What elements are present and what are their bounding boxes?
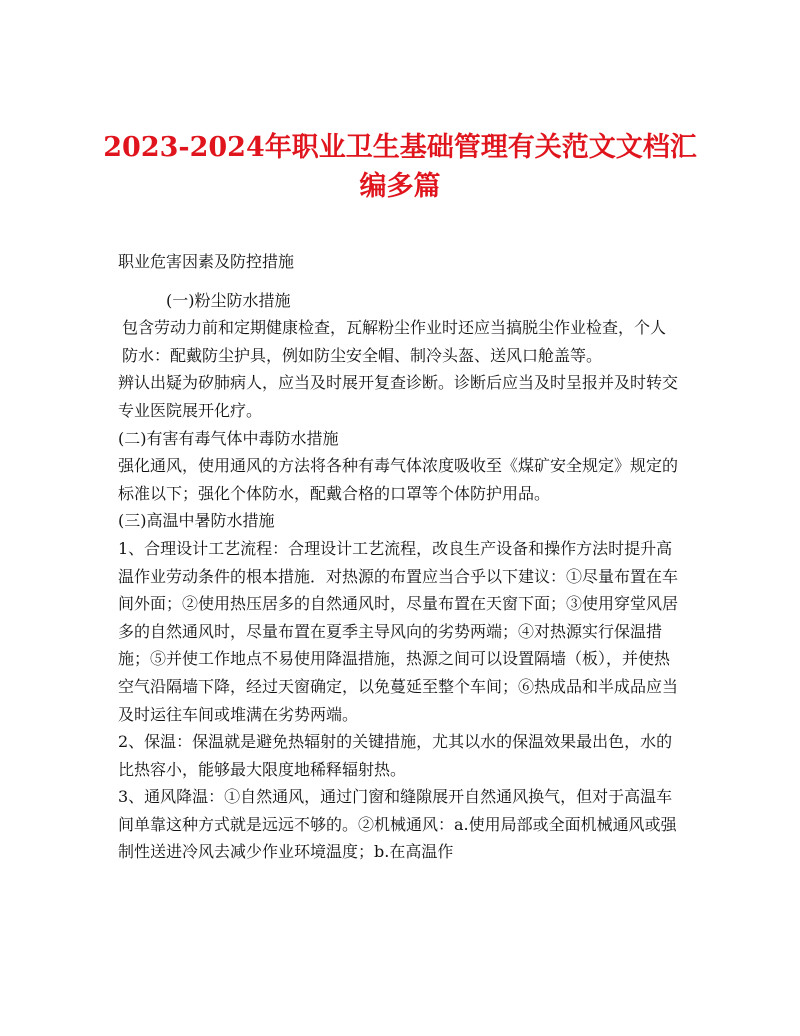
paragraph-cooling: 3、通风降温：①自然通风，通过门窗和缝隙展开自然通风换气，但对于高温车间单靠这种方式就是远远不够的。②机械通风：a.使用局部或全面机械通风或强制性送进冷风去减少作业环境温度；b.在高温作 [118,787,677,862]
paragraph-process-design: 1、合理设计工艺流程：合理设计工艺流程，改良生产设备和操作方法时提升高温作业劳动条件的根本措施．对热源的布置应当合乎以下建议：①尽量布置在车间外面；②使用热压居多的自然通风时，尽量布置在天窗下面；③使用穿堂风居多的自然通风时，尽量布置在夏季主导风向的劣势两端；④对热源实行保温措施；⑤并使工作地点不易使用降温措施，热源之间可以设置隔墙（板），并使热空气沿隔墙下降，经过天窗确定，以免蔓延至整个车间；⑥热成品和半成品应当及时运往车间或堆满在劣势两端。 [118,538,679,724]
section-heading: 职业危害因素及防控措施 [118,252,295,271]
title-line-2: 编多篇 [359,171,441,202]
paragraph-insulation: 2、保温：保温就是避免热辐射的关键措施，尤其以水的保温效果最出色，水的比热容小，能够最大限度地稀释辐射热。 [118,732,673,779]
subheading-heatstroke: (三)高温中暑防水措施 [118,511,275,531]
subheading-toxic-gas: (二)有害有毒气体中毒防水措施 [118,428,339,448]
document-body [118,248,678,866]
title-line-1: 2023-2024年职业卫生基础管理有关范文文档汇 [103,132,697,163]
subheading-dust: (一)粉尘防水措施 [166,290,291,310]
paragraph-ventilation: 强化通风，使用通风的方法将各种有毒气体浓度吸收至《煤矿安全规定》规定的标准以下；强化个体防水，配戴合格的口罩等个体防护用品。 [118,456,679,503]
paragraph-diagnosis: 辨认出疑为矽肺病人，应当及时展开复查诊断。诊断后应当及时呈报并及时转交专业医院展开化疗。 [118,373,679,420]
document-title [100,128,700,206]
paragraph-dust-measures: 包含劳动力前和定期健康检查，瓦解粉尘作业时还应当搞脱尘作业检查，个人防水：配戴防尘护具，例如防尘安全帽、制冷头盔、送风口舱盖等。 [122,318,667,365]
